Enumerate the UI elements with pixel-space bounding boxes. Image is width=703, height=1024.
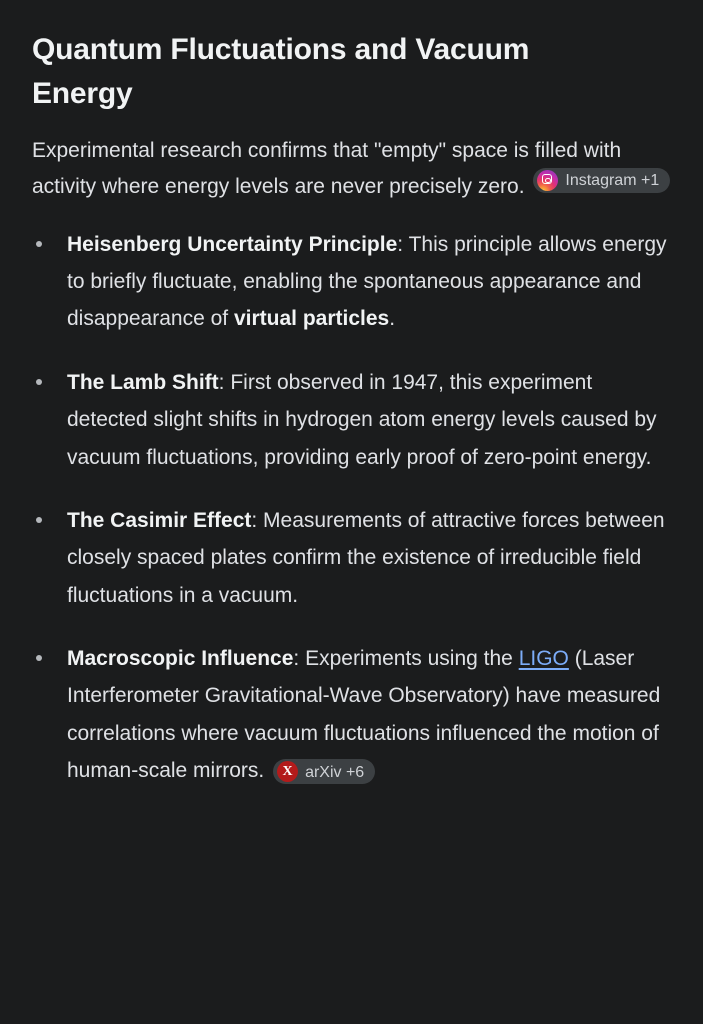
list-item-term: The Casimir Effect [67,508,252,532]
list-item-text-tail: . [389,307,396,331]
list-item-emphasis: virtual particles [233,307,390,331]
list-item-term: Heisenberg Uncertainty Principle [67,232,398,256]
list-item [32,226,671,338]
list-item-term: The Lamb Shift [67,370,219,394]
source-chip-label: Instagram +1 [565,172,660,190]
source-chip-label: arXiv +6 [305,763,365,781]
instagram-icon [537,170,558,191]
list-item [32,364,671,476]
source-chip-instagram[interactable] [533,168,670,193]
list-item [32,640,671,790]
ligo-link[interactable]: LIGO [518,647,569,670]
intro-paragraph [32,134,671,204]
intro-text: Experimental research confirms that "empty" space is filled with activity where energy levels are never precisely zero. [32,138,622,198]
list-item [32,502,671,614]
list-item-text: : First observed in 1947, this experiment detected slight shifts in hydrogen atom energy levels caused by vacuum fluctuations, providing early proof of zero-point energy. [67,370,657,469]
list-item-text-tail: (Laser Interferometer Gravitational-Wave Observatory) have measured correlations where vacuum fluctuations influenced the motion of human-scale mirrors. [67,647,661,783]
source-chip-arxiv[interactable] [273,759,375,784]
list-item-text: : Measurements of attractive forces between closely spaced plates confirm the existence of irreducible field fluctuations in a vacuum. [67,508,665,607]
arxiv-icon: X [277,761,298,782]
list-item-term: Macroscopic Influence [67,647,294,670]
page-title: Quantum Fluctuations and Vacuum Energy [32,33,530,110]
bullet-list [32,226,671,790]
list-item-text: : This principle allows energy to briefly fluctuate, enabling the spontaneous appearance and disappearance of [67,232,667,331]
list-item-text: : Experiments using the [293,647,519,670]
